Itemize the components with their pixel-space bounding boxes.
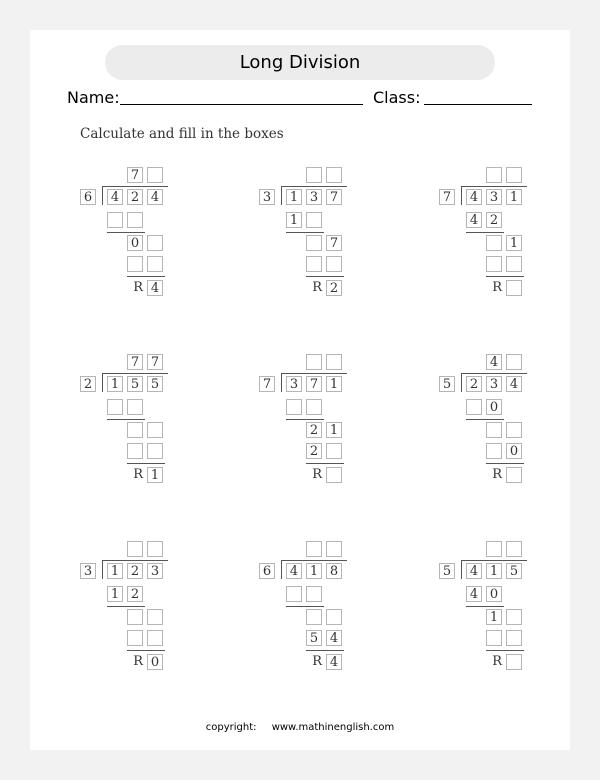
division-bracket-bar (281, 373, 347, 374)
remainder-label: R (492, 280, 502, 295)
dividend-digit-box: 2 (466, 376, 482, 392)
work-digit-box[interactable] (486, 422, 502, 438)
dividend-digit-box: 3 (306, 189, 322, 205)
dividend-digit-box: 4 (286, 563, 302, 579)
work-digit-box: 7 (326, 235, 342, 251)
work-digit-box: 0 (506, 443, 522, 459)
quotient-digit-box[interactable] (326, 354, 342, 370)
remainder-box[interactable] (506, 654, 522, 670)
quotient-digit-box[interactable] (306, 167, 322, 183)
remainder-label: R (133, 467, 143, 482)
division-bracket-line (281, 373, 282, 392)
work-digit-box[interactable] (127, 609, 143, 625)
dividend-digit-box: 5 (147, 376, 163, 392)
quotient-digit-box: 7 (147, 354, 163, 370)
work-digit-box[interactable] (486, 235, 502, 251)
copyright-label: copyright: (205, 722, 257, 733)
division-bracket-line (102, 373, 103, 392)
work-digit-box: 2 (486, 212, 502, 228)
divisor-box: 5 (439, 563, 455, 579)
quotient-digit-box: 4 (486, 354, 502, 370)
remainder-label: R (133, 654, 143, 669)
divisor-box: 6 (80, 189, 96, 205)
work-digit-box[interactable] (326, 256, 342, 272)
subtraction-line (306, 650, 344, 651)
dividend-digit-box: 4 (107, 189, 123, 205)
work-digit-box[interactable] (306, 256, 322, 272)
quotient-digit-box: 7 (127, 167, 143, 183)
subtraction-line (107, 232, 145, 233)
work-digit-box: 1 (107, 586, 123, 602)
remainder-box[interactable] (506, 467, 522, 483)
dividend-digit-box: 3 (286, 376, 302, 392)
quotient-digit-box[interactable] (147, 167, 163, 183)
divisor-box: 3 (259, 189, 275, 205)
work-digit-box[interactable] (506, 422, 522, 438)
divisor-box: 7 (259, 376, 275, 392)
dividend-digit-box: 1 (107, 563, 123, 579)
work-digit-box[interactable] (147, 443, 163, 459)
worksheet-title: Long Division (105, 45, 495, 80)
dividend-digit-box: 2 (127, 563, 143, 579)
work-digit-box[interactable] (147, 256, 163, 272)
remainder-box: 2 (326, 280, 342, 296)
quotient-digit-box[interactable] (326, 541, 342, 557)
quotient-digit-box[interactable] (506, 541, 522, 557)
dividend-digit-box: 4 (147, 189, 163, 205)
work-digit-box[interactable] (506, 630, 522, 646)
work-digit-box: 0 (486, 399, 502, 415)
dividend-digit-box: 7 (326, 189, 342, 205)
work-digit-box[interactable] (127, 443, 143, 459)
footer (0, 722, 600, 733)
division-bracket-bar (461, 560, 527, 561)
work-digit-box: 1 (286, 212, 302, 228)
work-digit-box: 1 (486, 609, 502, 625)
dividend-digit-box: 1 (506, 189, 522, 205)
work-digit-box[interactable] (127, 422, 143, 438)
division-bracket-bar (281, 186, 347, 187)
subtraction-line (486, 463, 524, 464)
dividend-digit-box: 8 (326, 563, 342, 579)
work-digit-box: 4 (466, 586, 482, 602)
remainder-box[interactable] (506, 280, 522, 296)
quotient-digit-box[interactable] (147, 541, 163, 557)
quotient-digit-box[interactable] (486, 541, 502, 557)
work-digit-box: 5 (306, 630, 322, 646)
divisor-box: 5 (439, 376, 455, 392)
quotient-digit-box[interactable] (306, 354, 322, 370)
work-digit-box: 4 (466, 212, 482, 228)
dividend-digit-box: 4 (466, 189, 482, 205)
work-digit-box: 4 (326, 630, 342, 646)
divisor-box: 3 (80, 563, 96, 579)
name-field-line[interactable] (120, 104, 363, 105)
quotient-digit-box: 7 (127, 354, 143, 370)
work-digit-box: 2 (127, 586, 143, 602)
dividend-digit-box: 5 (506, 563, 522, 579)
subtraction-line (107, 606, 145, 607)
division-bracket-bar (281, 560, 347, 561)
remainder-label: R (133, 280, 143, 295)
division-bracket-line (281, 186, 282, 205)
work-digit-box[interactable] (506, 609, 522, 625)
dividend-digit-box: 2 (127, 189, 143, 205)
work-digit-box[interactable] (127, 399, 143, 415)
division-bracket-bar (461, 373, 527, 374)
subtraction-line (466, 419, 504, 420)
subtraction-line (466, 232, 504, 233)
work-digit-box[interactable] (286, 586, 302, 602)
subtraction-line (127, 463, 165, 464)
subtraction-line (107, 419, 145, 420)
subtraction-line (466, 606, 504, 607)
division-bracket-line (461, 560, 462, 579)
dividend-digit-box: 1 (486, 563, 502, 579)
work-digit-box[interactable] (306, 609, 322, 625)
class-label: Class: (373, 88, 421, 107)
dividend-digit-box: 5 (127, 376, 143, 392)
divisor-box: 6 (259, 563, 275, 579)
dividend-digit-box: 1 (107, 376, 123, 392)
subtraction-line (286, 419, 324, 420)
division-bracket-line (461, 186, 462, 205)
remainder-box[interactable] (326, 467, 342, 483)
remainder-label: R (312, 467, 322, 482)
work-digit-box[interactable] (486, 630, 502, 646)
work-digit-box[interactable] (326, 609, 342, 625)
work-digit-box: 2 (306, 443, 322, 459)
quotient-digit-box[interactable] (127, 541, 143, 557)
work-digit-box[interactable] (506, 256, 522, 272)
subtraction-line (486, 650, 524, 651)
dividend-digit-box: 1 (326, 376, 342, 392)
division-bracket-bar (102, 373, 168, 374)
remainder-label: R (492, 467, 502, 482)
subtraction-line (127, 650, 165, 651)
quotient-digit-box[interactable] (486, 167, 502, 183)
division-bracket-line (102, 560, 103, 579)
dividend-digit-box: 7 (306, 376, 322, 392)
work-digit-box: 2 (306, 422, 322, 438)
work-digit-box[interactable] (306, 235, 322, 251)
division-bracket-bar (102, 560, 168, 561)
divisor-box: 7 (439, 189, 455, 205)
dividend-digit-box: 4 (506, 376, 522, 392)
work-digit-box[interactable] (127, 256, 143, 272)
work-digit-box: 0 (486, 586, 502, 602)
division-bracket-bar (102, 186, 168, 187)
dividend-digit-box: 3 (486, 189, 502, 205)
quotient-digit-box[interactable] (306, 541, 322, 557)
work-digit-box[interactable] (127, 630, 143, 646)
work-digit-box[interactable] (486, 256, 502, 272)
work-digit-box[interactable] (147, 609, 163, 625)
division-bracket-line (281, 560, 282, 579)
work-digit-box[interactable] (306, 586, 322, 602)
class-field-line[interactable] (424, 104, 532, 105)
dividend-digit-box: 1 (306, 563, 322, 579)
remainder-box: 4 (147, 280, 163, 296)
remainder-box: 1 (147, 467, 163, 483)
work-digit-box[interactable] (107, 399, 123, 415)
division-bracket-bar (461, 186, 527, 187)
work-digit-box: 0 (127, 235, 143, 251)
remainder-label: R (492, 654, 502, 669)
remainder-box: 0 (147, 654, 163, 670)
subtraction-line (306, 276, 344, 277)
quotient-digit-box[interactable] (506, 354, 522, 370)
dividend-digit-box: 1 (286, 189, 302, 205)
name-label: Name: (67, 88, 120, 107)
dividend-digit-box: 4 (466, 563, 482, 579)
remainder-label: R (312, 280, 322, 295)
division-bracket-line (461, 373, 462, 392)
quotient-digit-box[interactable] (326, 167, 342, 183)
remainder-label: R (312, 654, 322, 669)
work-digit-box[interactable] (486, 443, 502, 459)
work-digit-box[interactable] (147, 630, 163, 646)
work-digit-box[interactable] (147, 235, 163, 251)
work-digit-box[interactable] (127, 212, 143, 228)
work-digit-box[interactable] (326, 443, 342, 459)
work-digit-box[interactable] (466, 399, 482, 415)
work-digit-box[interactable] (306, 399, 322, 415)
subtraction-line (127, 276, 165, 277)
work-digit-box: 1 (326, 422, 342, 438)
site-url: www.mathinenglish.com (271, 722, 395, 733)
remainder-box: 4 (326, 654, 342, 670)
subtraction-line (286, 232, 324, 233)
work-digit-box[interactable] (286, 399, 302, 415)
division-bracket-line (102, 186, 103, 205)
subtraction-line (286, 606, 324, 607)
dividend-digit-box: 3 (486, 376, 502, 392)
instructions-text: Calculate and fill in the boxes (80, 126, 284, 142)
work-digit-box[interactable] (306, 212, 322, 228)
quotient-digit-box[interactable] (506, 167, 522, 183)
subtraction-line (306, 463, 344, 464)
work-digit-box[interactable] (147, 422, 163, 438)
dividend-digit-box: 3 (147, 563, 163, 579)
divisor-box: 2 (80, 376, 96, 392)
subtraction-line (486, 276, 524, 277)
work-digit-box: 1 (506, 235, 522, 251)
work-digit-box[interactable] (107, 212, 123, 228)
